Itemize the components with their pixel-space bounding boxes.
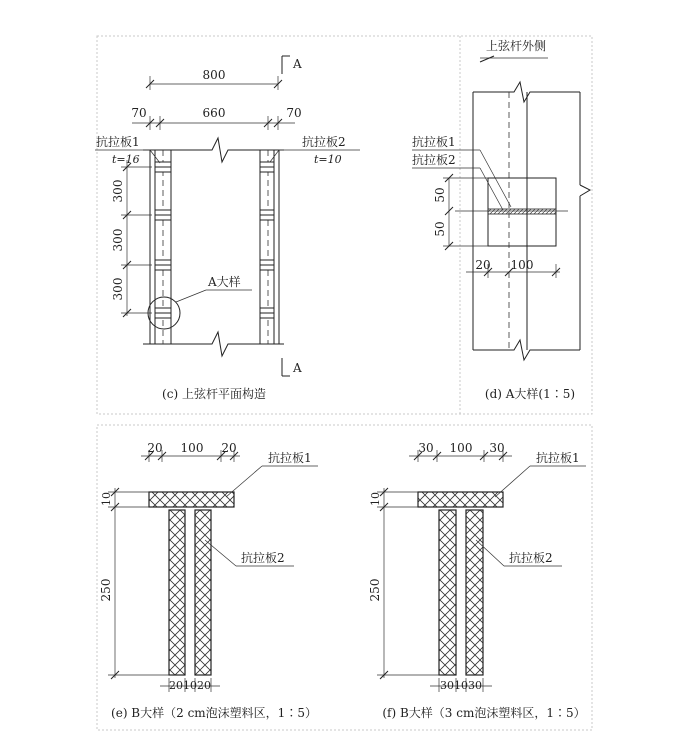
f-dim-top-right: 30 (489, 441, 505, 455)
d-dim-50-bottom: 50 (433, 221, 447, 237)
detail-a-label: A大样 (208, 275, 241, 289)
label-chord-outside: 上弦杆外侧 (486, 39, 547, 53)
d-plate2-strip (488, 209, 556, 214)
label-plate1-e: 抗拉板1 (268, 451, 312, 465)
dim-660: 660 (202, 106, 226, 120)
label-plate2-e: 抗拉板2 (241, 551, 285, 565)
e-plate1-flange (149, 492, 234, 507)
label-plate1-c: 抗拉板1 (96, 135, 140, 149)
break-line-top (143, 138, 284, 162)
e-dim-top-right: 20 (221, 441, 237, 455)
dim-70-left: 70 (131, 106, 147, 120)
d-dim-50-top: 50 (433, 187, 447, 203)
f-dim-flange: 10 (369, 492, 382, 506)
f-dim-top-mid: 100 (449, 441, 473, 455)
panel-e (99, 441, 318, 720)
label-plate2-d: 抗拉板2 (412, 153, 456, 167)
panel-c (95, 56, 360, 401)
dim-800: 800 (202, 68, 226, 82)
d-dim-100: 100 (510, 258, 534, 272)
dim-70-right: 70 (286, 106, 302, 120)
panel-d (412, 38, 590, 401)
section-mark-top: A (293, 57, 302, 71)
e-dim-bottom: 201020 (169, 679, 211, 692)
section-mark-bottom: A (293, 361, 302, 375)
label-plate1-d: 抗拉板1 (412, 135, 456, 149)
thickness-plate1: t=16 (112, 153, 140, 166)
e-plate2-web-left (169, 510, 185, 675)
break-line-bottom (143, 332, 284, 356)
thickness-plate2: t=10 (314, 153, 342, 166)
e-dim-top-left: 20 (147, 441, 163, 455)
spacing-1: 300 (111, 179, 125, 203)
e-dim-top-mid: 100 (180, 441, 204, 455)
d-dim-20: 20 (475, 258, 491, 272)
f-plate2-web-left (439, 510, 456, 675)
e-dim-flange: 10 (100, 492, 113, 506)
panel-f (368, 441, 586, 720)
e-plate2-web-right (195, 510, 211, 675)
caption-d: (d) A大样(1∶5) (484, 387, 576, 401)
spacing-2: 300 (111, 228, 125, 252)
label-plate2-c: 抗拉板2 (302, 135, 346, 149)
label-plate2-f: 抗拉板2 (509, 551, 553, 565)
caption-c: (c) 上弦杆平面构造 (162, 387, 266, 401)
caption-e: (e) B大样（2 cm泡沫塑料区，1∶5） (111, 706, 317, 720)
f-plate2-web-right (466, 510, 483, 675)
e-dim-height: 250 (99, 578, 113, 602)
f-plate1-flange (418, 492, 503, 507)
spacing-3: 300 (111, 277, 125, 301)
plates-right (260, 162, 274, 318)
f-dim-bottom: 301030 (440, 679, 482, 692)
label-plate1-f: 抗拉板1 (536, 451, 580, 465)
f-dim-height: 250 (368, 578, 382, 602)
caption-f: (f) B大样（3 cm泡沫塑料区，1∶5） (382, 706, 586, 720)
f-dim-top-left: 30 (418, 441, 434, 455)
